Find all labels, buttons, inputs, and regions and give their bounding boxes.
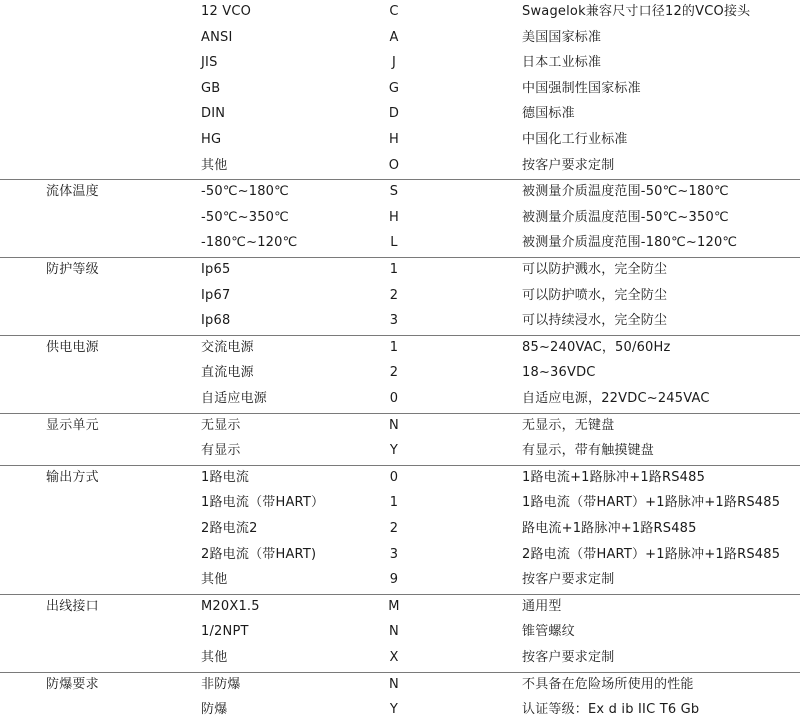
option-cell: -50℃~350℃ — [201, 209, 289, 225]
option-cell: Ip65 — [201, 262, 231, 277]
table-row — [0, 50, 800, 76]
code-cell: 2 — [389, 365, 399, 381]
description-cell: 通用型 — [522, 598, 562, 614]
option-cell: 无显示 — [201, 417, 241, 433]
table-row — [0, 413, 800, 439]
option-cell: 其他 — [201, 572, 228, 588]
code-cell: C — [389, 4, 399, 19]
code-cell: X — [389, 650, 399, 665]
option-cell: 2路电流2 — [201, 521, 258, 536]
description-cell: 中国化工行业标准 — [522, 132, 628, 147]
table-row — [0, 672, 800, 698]
table-row — [0, 465, 800, 491]
table-row — [0, 153, 800, 179]
description-cell: 认证等级：Ex d ib IIC T6 Gb — [522, 702, 700, 718]
option-cell: 2路电流（带HART) — [201, 546, 317, 562]
table-row — [0, 76, 800, 102]
code-cell: 9 — [389, 572, 399, 588]
description-cell: 按客户要求定制 — [522, 650, 615, 665]
table-row — [0, 127, 800, 153]
description-cell: 2路电流（带HART）+1路脉冲+1路RS485 — [522, 546, 781, 562]
description-cell: 无显示，无键盘 — [522, 417, 615, 433]
description-cell: 日本工业标准 — [522, 55, 602, 71]
option-cell: GB — [201, 80, 221, 96]
option-cell: DIN — [201, 106, 226, 122]
code-cell: A — [389, 29, 399, 45]
option-cell: 自适应电源 — [201, 391, 268, 406]
option-cell: 1/2NPT — [201, 624, 249, 640]
code-cell: D — [388, 106, 400, 122]
description-cell: 1路电流+1路脉冲+1路RS485 — [522, 469, 706, 485]
description-cell: 德国标准 — [522, 106, 575, 122]
group-label: 显示单元 — [46, 417, 99, 433]
description-cell: 路电流+1路脉冲+1路RS485 — [522, 521, 697, 536]
group-label: 流体温度 — [46, 184, 99, 200]
description-cell: 不具备在危险场所使用的性能 — [522, 676, 694, 692]
code-cell: N — [389, 676, 399, 692]
option-cell: 1路电流（带HART） — [201, 495, 325, 511]
table-row — [0, 594, 800, 620]
group-label: 防护等级 — [46, 262, 99, 277]
group-label: 供电电源 — [46, 339, 99, 355]
code-cell: G — [388, 80, 400, 96]
option-cell: 交流电源 — [201, 339, 254, 355]
code-cell: M — [388, 598, 400, 614]
code-cell: 3 — [389, 546, 399, 562]
table-row — [0, 567, 800, 593]
table-row — [0, 490, 800, 516]
table-row — [0, 645, 800, 671]
description-cell: 美国国家标准 — [522, 29, 602, 45]
table-row — [0, 516, 800, 542]
description-cell: 自适应电源，22VDC~245VAC — [522, 391, 710, 406]
description-cell: 中国强制性国家标准 — [522, 80, 641, 96]
code-cell: 3 — [389, 313, 399, 329]
option-cell: 1路电流 — [201, 469, 250, 485]
description-cell: 按客户要求定制 — [522, 157, 615, 173]
table-row — [0, 257, 800, 283]
table-row — [0, 283, 800, 309]
option-cell: ANSI — [201, 29, 233, 45]
description-cell: 被测量介质温度范围-50℃~180℃ — [522, 184, 729, 200]
table-row — [0, 230, 800, 256]
code-cell: N — [389, 624, 399, 640]
group-label: 输出方式 — [46, 469, 99, 485]
code-cell: 0 — [389, 469, 399, 485]
option-cell: HG — [201, 132, 222, 147]
description-cell: 可以持续浸水，完全防尘 — [522, 313, 668, 329]
table-row — [0, 101, 800, 127]
code-cell: N — [389, 417, 399, 433]
table-row — [0, 25, 800, 51]
description-cell: 1路电流（带HART）+1路脉冲+1路RS485 — [522, 495, 781, 511]
table-row — [0, 0, 800, 25]
code-cell: Y — [389, 443, 399, 459]
code-cell: H — [389, 132, 399, 147]
option-cell: Ip67 — [201, 287, 231, 303]
code-cell: S — [389, 184, 399, 200]
code-cell: 1 — [389, 339, 399, 355]
table-row — [0, 542, 800, 568]
table-row — [0, 386, 800, 412]
description-cell: Swagelok兼容尺寸口径12的VCO接头 — [522, 4, 751, 19]
option-cell: 其他 — [201, 157, 228, 173]
description-cell: 18~36VDC — [522, 365, 596, 381]
table-row — [0, 335, 800, 361]
code-cell: H — [389, 209, 399, 225]
group-label: 出线接口 — [46, 598, 99, 614]
description-cell: 85~240VAC，50/60Hz — [522, 339, 671, 355]
option-cell: 非防爆 — [201, 676, 241, 692]
option-cell: 其他 — [201, 650, 228, 665]
table-row — [0, 308, 800, 334]
table-row — [0, 205, 800, 231]
option-cell: M20X1.5 — [201, 598, 260, 614]
description-cell: 被测量介质温度范围-180℃~120℃ — [522, 235, 738, 251]
code-cell: Y — [389, 702, 399, 718]
option-cell: -180℃~120℃ — [201, 235, 298, 251]
table-row — [0, 697, 800, 723]
group-label: 防爆要求 — [46, 676, 99, 692]
code-cell: 1 — [389, 262, 399, 277]
code-cell: 0 — [389, 391, 399, 406]
option-cell: -50℃~180℃ — [201, 184, 289, 200]
option-cell: 有显示 — [201, 443, 241, 459]
option-cell: 12 VCO — [201, 4, 252, 19]
option-cell: 防爆 — [201, 702, 228, 718]
table-row — [0, 179, 800, 205]
description-cell: 锥管螺纹 — [522, 624, 575, 640]
description-cell: 可以防护溅水，完全防尘 — [522, 262, 668, 277]
code-cell: O — [388, 157, 400, 173]
table-row — [0, 360, 800, 386]
description-cell: 可以防护喷水，完全防尘 — [522, 287, 668, 303]
description-cell: 按客户要求定制 — [522, 572, 615, 588]
code-cell: J — [391, 55, 397, 71]
code-cell: 2 — [389, 287, 399, 303]
table-row — [0, 438, 800, 464]
table-row — [0, 619, 800, 645]
option-cell: 直流电源 — [201, 365, 254, 381]
description-cell: 有显示，带有触摸键盘 — [522, 443, 655, 459]
option-cell: JIS — [201, 55, 218, 71]
description-cell: 被测量介质温度范围-50℃~350℃ — [522, 209, 729, 225]
code-cell: L — [390, 235, 398, 251]
option-cell: Ip68 — [201, 313, 231, 329]
code-cell: 2 — [389, 521, 399, 536]
code-cell: 1 — [389, 495, 399, 511]
